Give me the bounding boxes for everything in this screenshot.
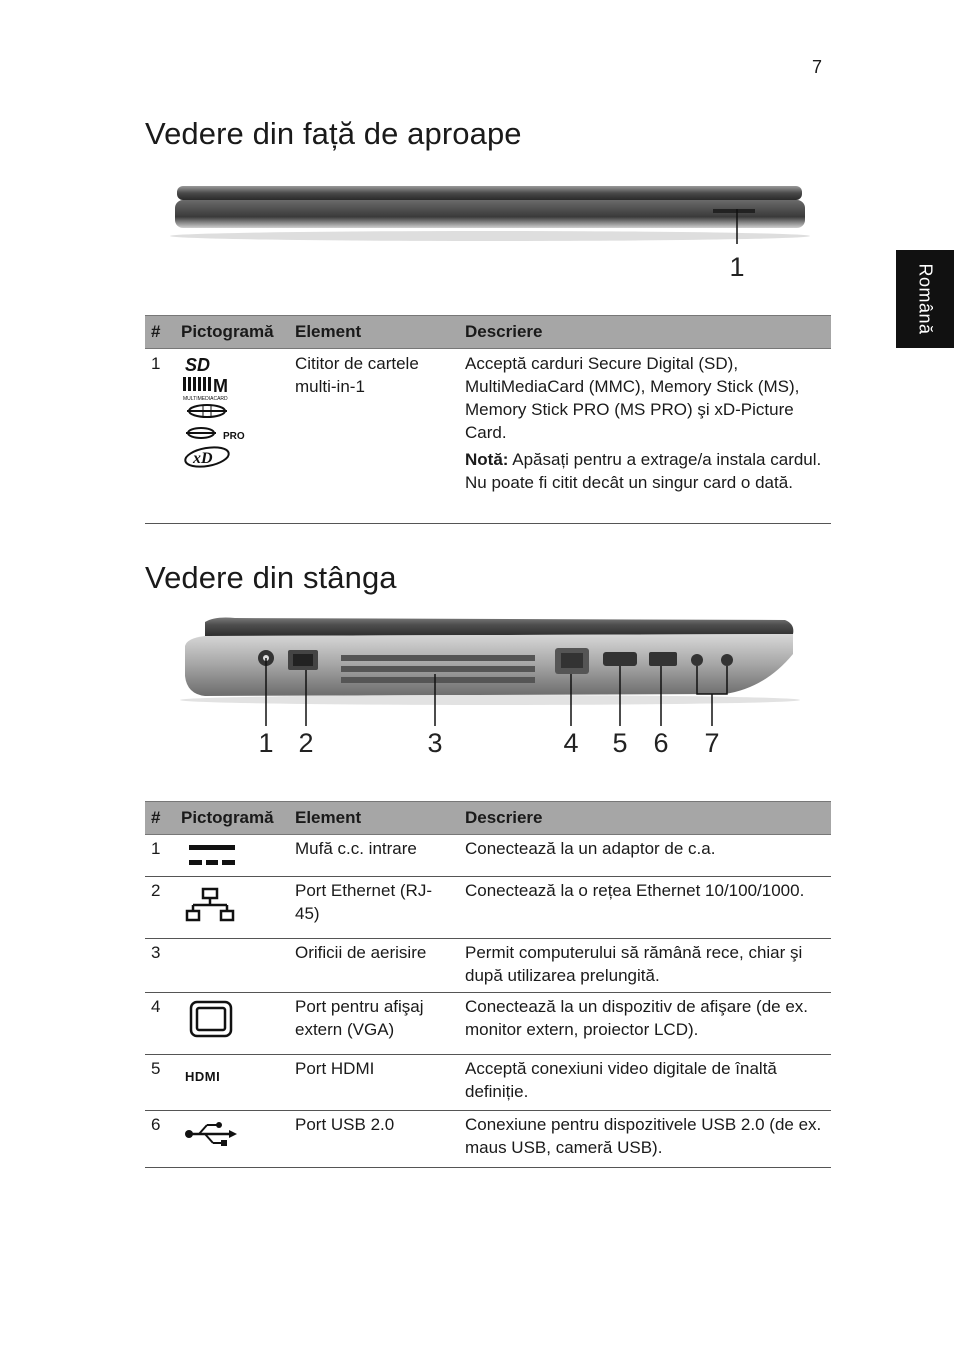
left-callout-1: 1 [258, 728, 274, 758]
table-row [145, 1055, 831, 1111]
row-icon-cell [175, 349, 289, 524]
row-number: 5 [145, 1055, 175, 1111]
header-icon: Pictogramă [175, 802, 289, 835]
left-callout-5: 5 [612, 728, 628, 758]
vga-icon [181, 999, 241, 1039]
front-view-title: Vedere din față de aproape [145, 116, 522, 151]
header-description: Descriere [459, 802, 831, 835]
hdmi-icon [181, 1069, 241, 1085]
row-description: Conexiune pentru dispozitivele USB 2.0 (de ex. maus USB, cameră USB). [459, 1111, 831, 1168]
left-callout-4: 4 [563, 728, 579, 758]
row-number: 6 [145, 1111, 175, 1168]
row-description: Acceptă carduri Secure Digital (SD), MultiMediaCard (MMC), Memory Stick (MS), Memory Stick PRO (MS PRO) şi xD-Picture Card. [465, 354, 800, 442]
header-element: Element [289, 802, 459, 835]
note-label: Notă: [465, 450, 509, 469]
sd-card-icon [185, 355, 210, 375]
row-element: Cititor de cartele multi-in-1 [289, 349, 459, 524]
header-icon: Pictogramă [175, 316, 289, 349]
dc-in-icon [181, 843, 241, 869]
row-description: Acceptă conexiuni video digitale de înaltă definiție. [459, 1055, 831, 1111]
header-element: Element [289, 316, 459, 349]
laptop-front-illustration [165, 180, 815, 290]
front-ports-table [145, 315, 831, 524]
row-icon-cell [175, 993, 289, 1055]
memory-stick-pro-icon [186, 428, 245, 442]
left-view-title: Vedere din stânga [145, 560, 397, 595]
table-row [145, 939, 831, 993]
svg-text:M: M [213, 376, 228, 396]
card-reader-icons [181, 355, 261, 473]
row-element: Port Ethernet (RJ-45) [289, 877, 459, 939]
usb-icon [181, 1121, 241, 1147]
laptop-left-illustration [165, 610, 815, 730]
xd-picture-icon [184, 444, 230, 469]
row-note [465, 448, 827, 502]
header-description: Descriere [459, 316, 831, 349]
svg-text:MULTIMEDIACARD: MULTIMEDIACARD [183, 396, 228, 402]
row-number: 3 [145, 939, 175, 993]
row-description: Conectează la o rețea Ethernet 10/100/1000. [459, 877, 831, 939]
row-element: Mufă c.c. intrare [289, 835, 459, 877]
svg-text:PRO: PRO [223, 431, 245, 442]
memory-stick-icon [187, 405, 227, 417]
row-description-cell [459, 349, 831, 524]
row-icon-cell [175, 939, 289, 993]
table-row [145, 993, 831, 1055]
mmc-icon [183, 376, 228, 402]
row-number: 1 [145, 835, 175, 877]
language-tab [896, 250, 954, 348]
left-ports-table [145, 801, 831, 1168]
left-callout-7: 7 [704, 728, 720, 758]
header-number: # [145, 316, 175, 349]
row-element: Port USB 2.0 [289, 1111, 459, 1168]
svg-text:SD: SD [185, 355, 211, 375]
table-row [145, 835, 831, 877]
row-icon-cell [175, 877, 289, 939]
svg-text:xD: xD [193, 450, 213, 467]
language-tab-label: Română [915, 263, 936, 335]
page-number: 7 [812, 57, 823, 77]
row-number: 4 [145, 993, 175, 1055]
table-row [145, 1111, 831, 1168]
row-number: 1 [145, 349, 175, 524]
row-icon-cell [175, 835, 289, 877]
left-callout-2: 2 [298, 728, 314, 758]
row-element: Port pentru afişaj extern (VGA) [289, 993, 459, 1055]
row-number: 2 [145, 877, 175, 939]
left-callout-3: 3 [427, 728, 443, 758]
ethernet-icon [181, 887, 241, 923]
row-icon-cell [175, 1111, 289, 1168]
left-callout-6: 6 [653, 728, 669, 758]
row-icon-cell [175, 1055, 289, 1111]
row-element: Orificii de aerisire [289, 939, 459, 993]
row-description: Permit computerului să rămână rece, chiar şi după utilizarea prelungită. [459, 939, 831, 993]
row-description: Conectează la un adaptor de c.a. [459, 835, 831, 877]
svg-text:HDMI: HDMI [185, 1069, 221, 1084]
table-row [145, 877, 831, 939]
row-description: Conectează la un dispozitiv de afişare (de ex. monitor extern, proiector LCD). [459, 993, 831, 1055]
header-number: # [145, 802, 175, 835]
table-row [145, 349, 831, 524]
note-text: Apăsați pentru a extrage/a instala cardul. Nu poate fi citit decât un singur card o dată. [465, 450, 822, 492]
front-callout-1: 1 [729, 252, 745, 282]
row-element: Port HDMI [289, 1055, 459, 1111]
